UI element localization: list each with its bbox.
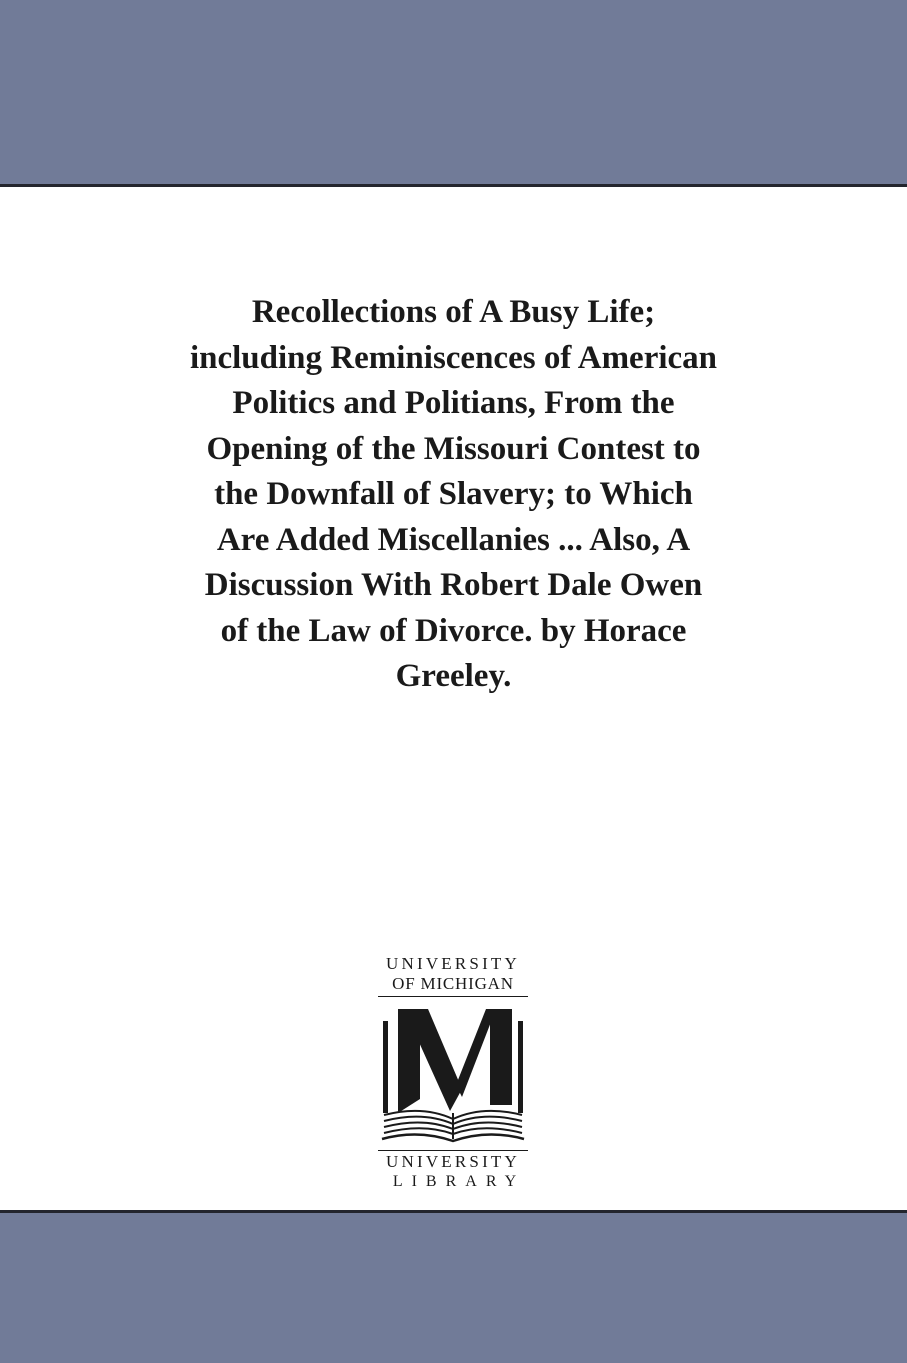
michigan-m-book-icon [378,1001,528,1146]
book-title [120,290,787,700]
title-line: of the Law of Divorce. by Horace [220,612,687,649]
title-line: Recollections of A Busy Life; [251,294,656,330]
logo-text-university: UNIVERSITY [386,954,520,973]
title-line: the Downfall of Slavery; to Which [214,476,693,512]
logo-text-university-bottom: UNIVERSITY [386,1152,520,1171]
logo-text-of-michigan: OF MICHIGAN [392,974,514,993]
title-line: Greeley. [395,658,512,694]
logo-text-library: LIBRARY [392,1173,526,1190]
title-line: Discussion With Robert Dale Owen [204,567,703,603]
title-line: Politics and Politians, From the [232,385,675,421]
bottom-color-band [0,1210,907,1363]
university-library-logo [375,953,531,1195]
title-line: including Reminiscences of American [189,339,718,376]
top-color-band [0,0,907,187]
logo-top-rule [378,996,528,997]
logo-bottom-rule [378,1150,528,1151]
title-line: Opening of the Missouri Contest to [206,430,701,467]
title-line: Are Added Miscellanies ... Also, A [216,521,691,558]
